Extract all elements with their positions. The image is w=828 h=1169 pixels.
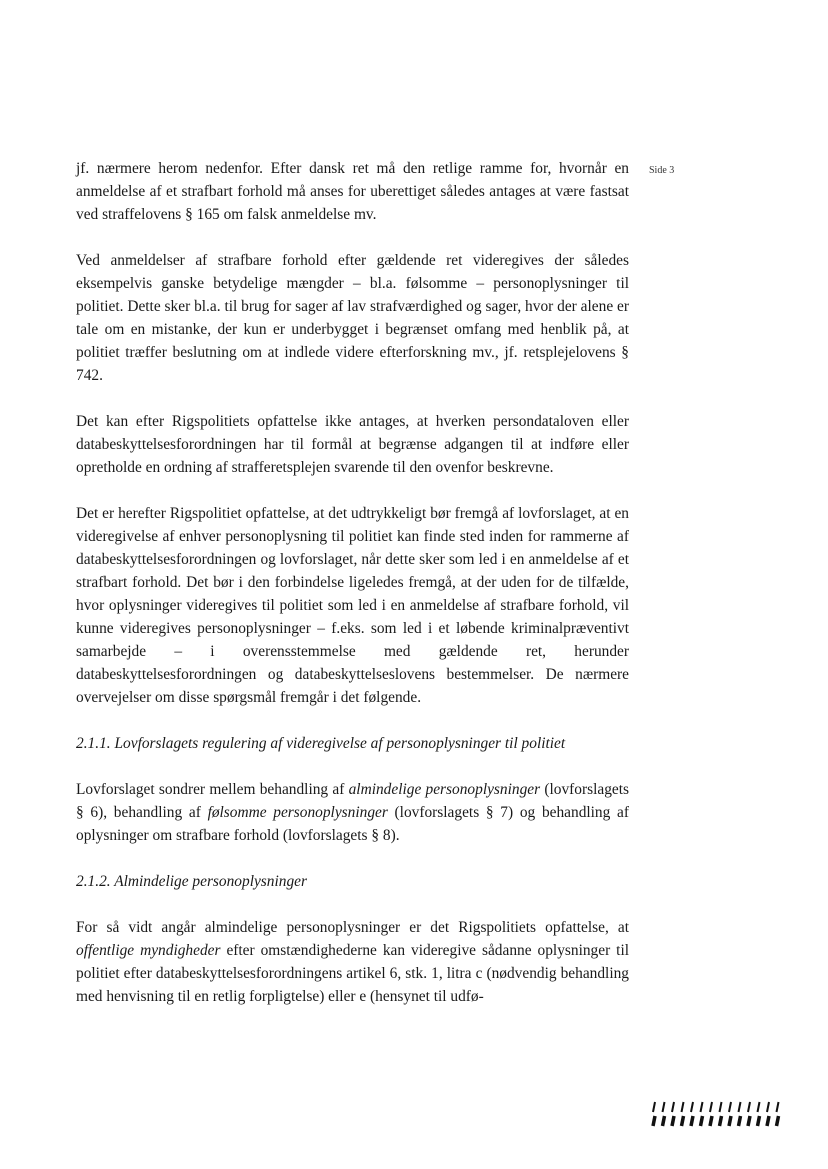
barcode-bar [710,1116,712,1126]
barcode-bar [682,1102,684,1112]
barcode-bar [701,1102,703,1112]
barcode-bar [739,1102,741,1112]
text-segment: (lovforslagets § 6), behandling af [76,781,629,821]
barcode-bar [739,1116,741,1126]
barcode-bar [767,1102,769,1112]
barcode-bar [720,1116,722,1126]
barcode-bar [653,1102,655,1112]
barcode-bar [691,1102,693,1112]
paragraph-section-2-1-1 [76,778,629,847]
barcode-bar [748,1102,750,1112]
barcode-bar [653,1116,655,1126]
paragraph-3: Det kan efter Rigspolitiets opfattelse ikke antages, at hverken persondataloven eller databeskyttelsesforordningen har til formål at begrænse adgangen til at indføre eller opretholde en ordning af strafferetsplejen svarende til den ovenfor beskrevne. [76,413,629,476]
emphasis-offentlige-myndigheder: offentlige myndigheder [76,942,221,959]
barcode-bar [663,1102,665,1112]
paragraph-2: Ved anmeldelser af strafbare forhold efter gældende ret videregives der således eksempelvis ganske betydelige mængder – bl.a. følsomme – personoplysninger til politiet. Dette sker bl.a. til brug for sager af lav strafværdighed og sager, hvor der alene er tale om en mistanke, der kun er underbygget i begrænset omfang med henblik på, at politiet træffer beslutning om at indlede videre efterforskning mv., jf. retsplejelovens § 742. [76,252,629,384]
barcode-bar [729,1102,731,1112]
section-heading-2-1-1: 2.1.1. Lovforslagets regulering af videregivelse af personoplysninger til politiet [76,735,566,752]
paragraph-section-2-1-2 [76,916,629,1008]
barcode-bar [748,1116,750,1126]
emphasis-folsomme: følsomme personoplysninger [207,804,388,821]
paragraph-1: jf. nærmere herom nedenfor. Efter dansk ret må den retlige ramme for, hvornår en anmeldelse af et strafbart forhold må anses for uberettiget således antages at være fastsat ved straffelovens § 165 om falsk anmeldelse mv. [76,160,629,223]
barcode-bar [672,1116,674,1126]
text-segment: (lovforslagets § 7) og behandling af oplysninger om strafbare forhold (lovforslagets § 8). [76,804,629,844]
document-body [76,157,629,1031]
barcode-bar [663,1116,665,1126]
page-number: Side 3 [649,165,675,176]
barcode-bar [691,1116,693,1126]
barcode-bar [672,1102,674,1112]
section-heading-2-1-2: 2.1.2. Almindelige personoplysninger [76,873,307,890]
barcode-bar [682,1116,684,1126]
barcode-bar [758,1102,760,1112]
text-segment: For så vidt angår almindelige personoplysninger er det Rigspolitiets opfattelse, at [76,919,629,936]
barcode-bar [767,1116,769,1126]
barcode-icon [650,1101,784,1127]
text-segment: Lovforslaget sondrer mellem behandling af [76,781,349,798]
text-segment: efter omstændighederne kan videregive sådanne oplysninger til politiet efter databeskyttelsesforordningens artikel 6, stk. 1, litra c (nødvendig behandling med henvisning til en retlig forpligtelse) eller e (hensynet til udfø- [76,942,629,1005]
emphasis-almindelige: almindelige personoplysninger [348,781,541,798]
barcode-bar [701,1116,703,1126]
barcode-bar [710,1102,712,1112]
barcode-bar [720,1102,722,1112]
barcode-bar [777,1116,779,1126]
paragraph-4: Det er herefter Rigspolitiet opfattelse, at det udtrykkeligt bør fremgå af lovforslaget, at en videregivelse af enhver personoplysning til politiet kan finde sted inden for rammerne af databeskyttelsesforordningen og lovforslaget, når dette sker som led i en anmeldelse af et strafbart forhold. Det bør i den forbindelse ligeledes fremgå, at der uden for de tilfælde, hvor oplysninger videregives til politiet som led i en anmeldelse af strafbare forhold, vil kunne videregives personoplysninger – f.eks. som led i et løbende kriminalpræventivt samarbejde – i overensstemmelse med gældende ret, herunder databeskyttelsesforordningen og databeskyttelseslovens bestemmelser. De nærmere overvejelser om disse spørgsmål fremgår i det følgende. [76,505,629,706]
barcode-bar [758,1116,760,1126]
barcode-bar [777,1102,779,1112]
barcode-bar [729,1116,731,1126]
